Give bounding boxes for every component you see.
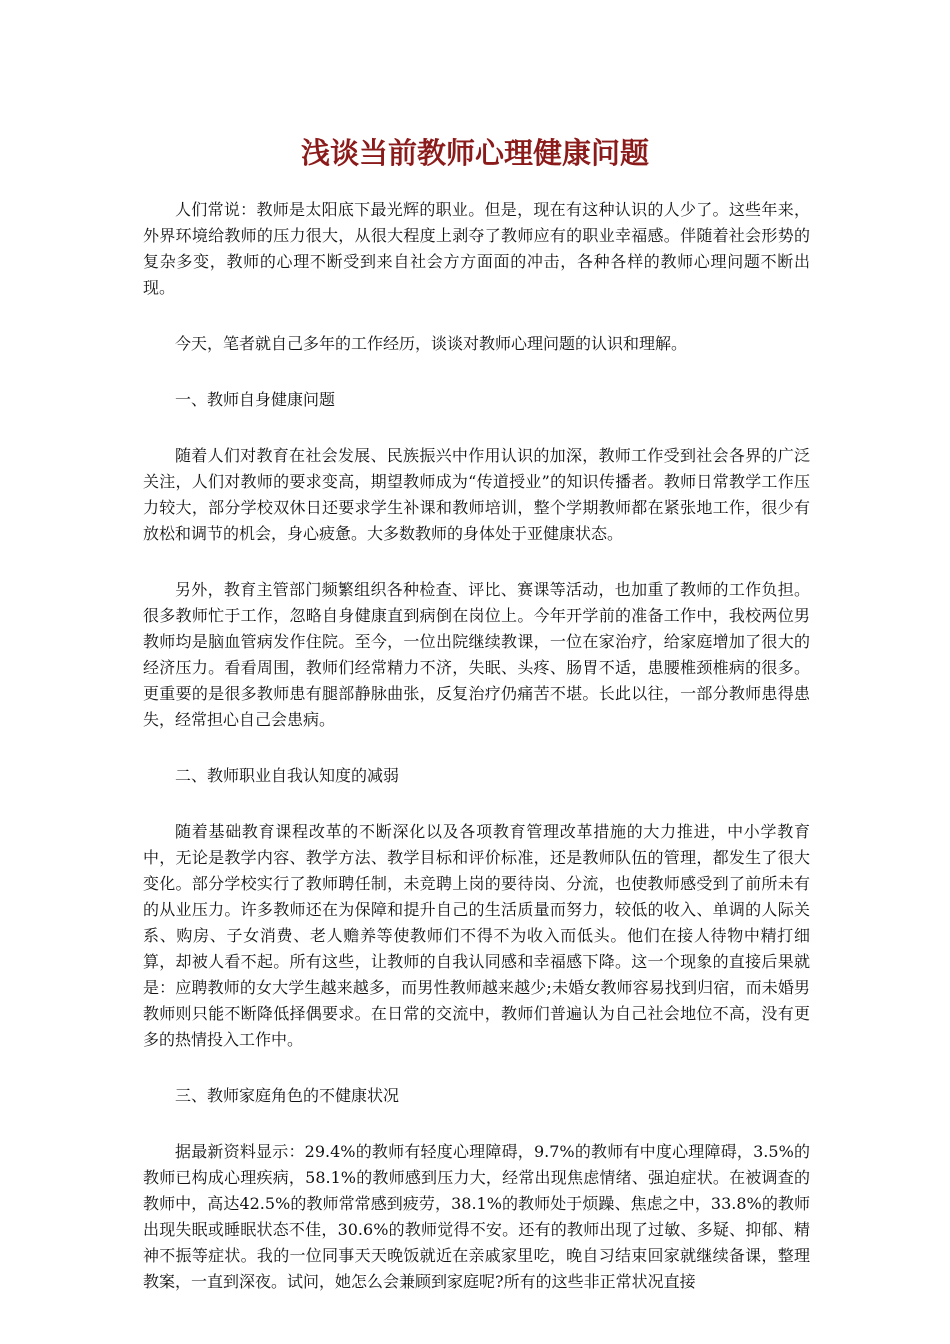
- paragraph: 另外，教育主管部门频繁组织各种检查、评比、赛课等活动，也加重了教师的工作负担。很多教师忙于工作，忽略自身健康直到病倒在岗位上。今年开学前的准备工作中，我校两位男教师均是脑血管病发作住院。至今，一位出院继续教课，一位在家治疗，给家庭增加了很大的经济压力。看看周围，教师们经常精力不济，失眠、头疼、肠胃不适，患腰椎颈椎病的很多。更重要的是很多教师患有腿部静脉曲张，反复治疗仍痛苦不堪。长此以往，一部分教师患得患失，经常担心自己会患病。: [143, 580, 810, 729]
- paragraph: 随着人们对教育在社会发展、民族振兴中作用认识的加深，教师工作受到社会各界的广泛关注，人们对教师的要求变高，期望教师成为“传道授业”的知识传播者。教师日常教学工作压力较大，部分学校双休日还要求学生补课和教师培训，整个学期教师都在紧张地工作，很少有放松和调节的机会，身心疲惫。大多数教师的身体处于亚健康状态。: [143, 446, 810, 543]
- paragraph: 人们常说：教师是太阳底下最光辉的职业。但是，现在有这种认识的人少了。这些年来，外界环境给教师的压力很大，从很大程度上剥夺了教师应有的职业幸福感。伴随着社会形势的复杂多变，教师的心理不断受到来自社会方方面面的冲击，各种各样的教师心理问题不断出现。: [143, 200, 810, 297]
- paragraph: 随着基础教育课程改革的不断深化以及各项教育管理改革措施的大力推进，中小学教育中，无论是教学内容、教学方法、教学目标和评价标准，还是教师队伍的管理，都发生了很大变化。部分学校实行了教师聘任制，未竞聘上岗的要待岗、分流，也使教师感受到了前所未有的从业压力。许多教师还在为保障和提升自己的生活质量而努力，较低的收入、单调的人际关系、购房、子女消费、老人赡养等使教师们不得不为收入而低头。他们在接人待物中精打细算，却被人看不起。所有这些，让教师的自我认同感和幸福感下降。这一个现象的直接后果就是：应聘教师的女大学生越来越多，而男性教师越来越少;未婚女教师容易找到归宿，而未婚男教师则只能不断降低择偶要求。在日常的交流中，教师们普遍认为自己社会地位不高，没有更多的热情投入工作中。: [143, 822, 810, 1049]
- section-heading: 一、教师自身健康问题: [175, 390, 336, 409]
- section-heading: 二、教师职业自我认知度的减弱: [175, 766, 400, 785]
- paragraph: 据最新资料显示：29.4%的教师有轻度心理障碍，9.7%的教师有中度心理障碍，3.5%的教师已构成心理疾病，58.1%的教师感到压力大，经常出现焦虑情绪、强迫症状。在被调查的教师中，高达42.5%的教师常常感到疲劳，38.1%的教师处于烦躁、焦虑之中，33.8%的教师出现失眠或睡眠状态不佳，30.6%的教师觉得不安。还有的教师出现了过敏、多疑、抑郁、精神不振等症状。我的一位同事天天晚饭就近在亲戚家里吃，晚自习结束回家就继续备课，整理教案，一直到深夜。试问，她怎么会兼顾到家庭呢?所有的这些非正常状况直接: [143, 1142, 810, 1291]
- paragraph: 今天，笔者就自己多年的工作经历，谈谈对教师心理问题的认识和理解。: [175, 334, 688, 353]
- document-title: 浅谈当前教师心理健康问题: [300, 136, 649, 170]
- section-heading: 三、教师家庭角色的不健康状况: [175, 1086, 400, 1105]
- document-body: [143, 197, 810, 1325]
